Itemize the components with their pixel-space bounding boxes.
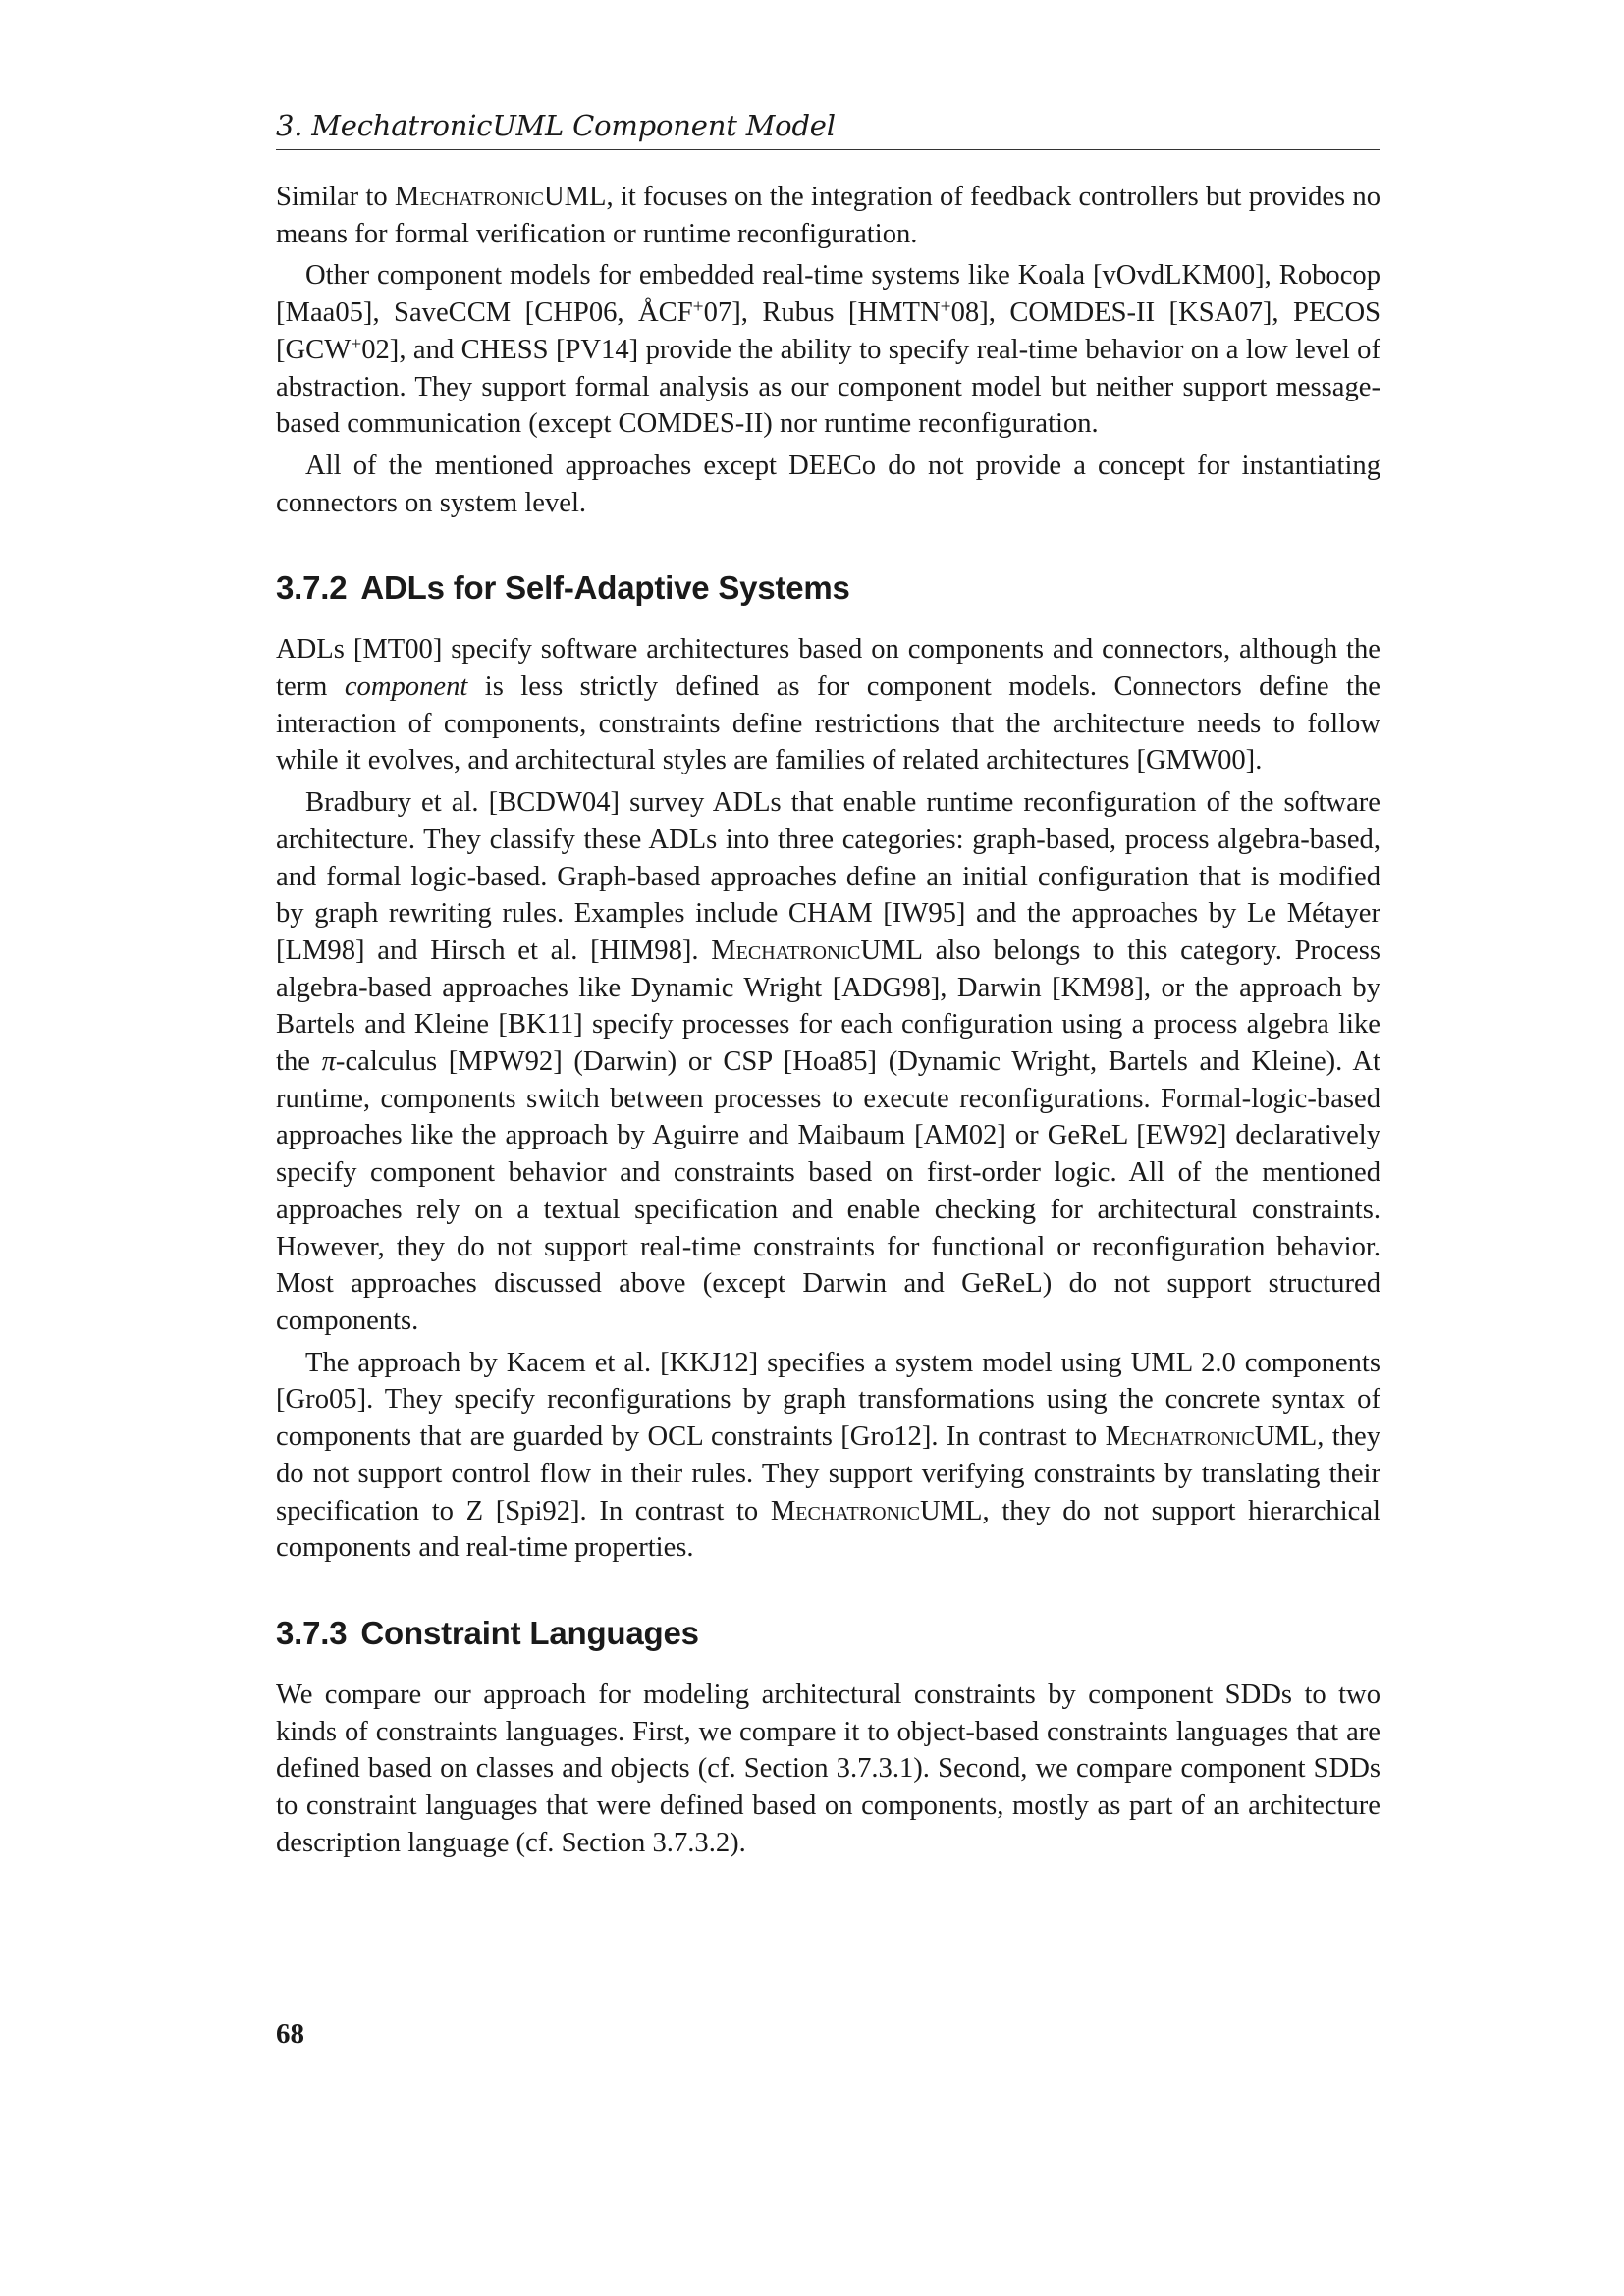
text-run: Other component models for embedded real-time systems like Koala [vOvdLKM00], Robocop [Maa05], SaveCCM [CHP06, ÅCF <box>276 260 1380 329</box>
text-run: also belongs to this category. Process algebra-based approaches like Dynamic Wright [ADG98], Darwin [KM98], or the approach by Bartels and Kleine [BK11] specify processes for each configuration using a process algebra like the <box>276 934 1380 1078</box>
text-run: 08], COMDES-II [KSA07], PECOS [GCW <box>276 297 1381 365</box>
text-run: is less strictly defined as for component models. Connectors define the interaction of components, constraints define restrictions that the architecture needs to follow while it evolves, and architectural styles are families of related architectures [GMW00]. <box>276 671 1380 776</box>
emphasis-component: component <box>344 671 468 703</box>
text-run: , it focuses on the integration of feedback controllers but provides no means for formal verification or runtime reconfiguration. <box>276 182 1380 249</box>
text-run: -calculus [MPW92] (Darwin) or CSP [Hoa85] (Dynamic Wright, Bartels and Kleine). At runtime, components switch between processes to execute reconfigurations. Formal-logic-based approaches like the approach by Aguirre and Maibaum [AM02] or GeReL [EW92] declaratively specify component behavior and constraints based on first-order logic. All of the mentioned approaches rely on a textual specification and enable checking for architectural constraints. However, they do not support real-time constraints for functional or reconfiguration behavior. Most approaches discussed above (except Darwin and GeReL) do not support structured components. <box>276 1046 1380 1336</box>
section-number: 3.7.2 <box>276 569 348 607</box>
paragraph-kacem-approach <box>276 1345 1380 1567</box>
text-run: 07], Rubus [HMTN <box>703 297 941 329</box>
section-title: Constraint Languages <box>360 1614 699 1651</box>
mechatronicuml-smallcaps: MechatronicUML <box>1105 1421 1318 1453</box>
superscript-plus: + <box>351 334 362 355</box>
paragraph-constraint-languages: We compare our approach for modeling architectural constraints by component SDDs to two kinds of constraints languages. First, we compare it to object-based constraints languages that are defined based on classes and objects (cf. Section 3.7.3.1). Second, we compare component SDDs to constraint languages that were defined based on components, mostly as part of an architecture description language (cf. Section 3.7.3.2). <box>276 1679 1380 1858</box>
section-heading-3-7-3 <box>276 1614 1380 1653</box>
page-body <box>276 108 1380 1866</box>
mechatronicuml-smallcaps: MechatronicUML <box>711 934 923 966</box>
mechatronicuml-smallcaps: MechatronicUML <box>394 182 607 212</box>
section-number: 3.7.3 <box>276 1614 348 1651</box>
text-run: , they do not support hierarchical components and real-time properties. <box>276 1495 1380 1564</box>
paragraph-adls-definition <box>276 631 1380 779</box>
running-header: 3. MechatronicUML Component Model <box>276 108 1380 150</box>
superscript-plus: + <box>692 296 704 318</box>
text-run: ADLs [MT00] specify software architectures based on components and connectors, although the term <box>276 634 1380 703</box>
text-run: 02], and CHESS [PV14] provide the ability to specify real-time behavior on a low level of abstraction. They support formal analysis as our component model but neither support message-based communication (except COMDES-II) nor runtime reconfiguration. <box>276 334 1380 440</box>
paragraph-intro-continuation <box>276 179 1380 252</box>
text-run: The approach by Kacem et al. [KKJ12] specifies a system model using UML 2.0 components [Gro05]. They specify reconfigurations by graph transformations using the concrete syntax of components that are guarded by OCL constraints [Gro12]. In contrast to <box>276 1347 1380 1453</box>
paragraph-bradbury-survey <box>276 784 1380 1340</box>
mechatronicuml-smallcaps: MechatronicUML <box>770 1495 983 1526</box>
superscript-plus: + <box>940 296 951 318</box>
paragraph-component-models <box>276 257 1380 443</box>
page-number: 68 <box>276 2018 304 2050</box>
text-run: , they do not support control flow in their rules. They support verifying constraints by translating their specification to Z [Spi92]. In contrast to <box>276 1421 1381 1526</box>
pi-symbol: π <box>321 1046 336 1078</box>
text-run: Similar to <box>276 182 395 212</box>
section-heading-3-7-2 <box>276 568 1380 608</box>
text-run: Bradbury et al. [BCDW04] survey ADLs that enable runtime reconfiguration of the software architecture. They classify these ADLs into three categories: graph-based, process algebra-based, and formal logic-based. Graph-based approaches define an initial configuration that is modified by graph rewriting rules. Examples include CHAM [IW95] and the approaches by Le Métayer [LM98] and Hirsch et al. [HIM98]. <box>276 787 1380 966</box>
paragraph-deeco: All of the mentioned approaches except DEECo do not provide a concept for instantiating connectors on system level. <box>276 450 1380 518</box>
section-title: ADLs for Self-Adaptive Systems <box>360 569 850 607</box>
